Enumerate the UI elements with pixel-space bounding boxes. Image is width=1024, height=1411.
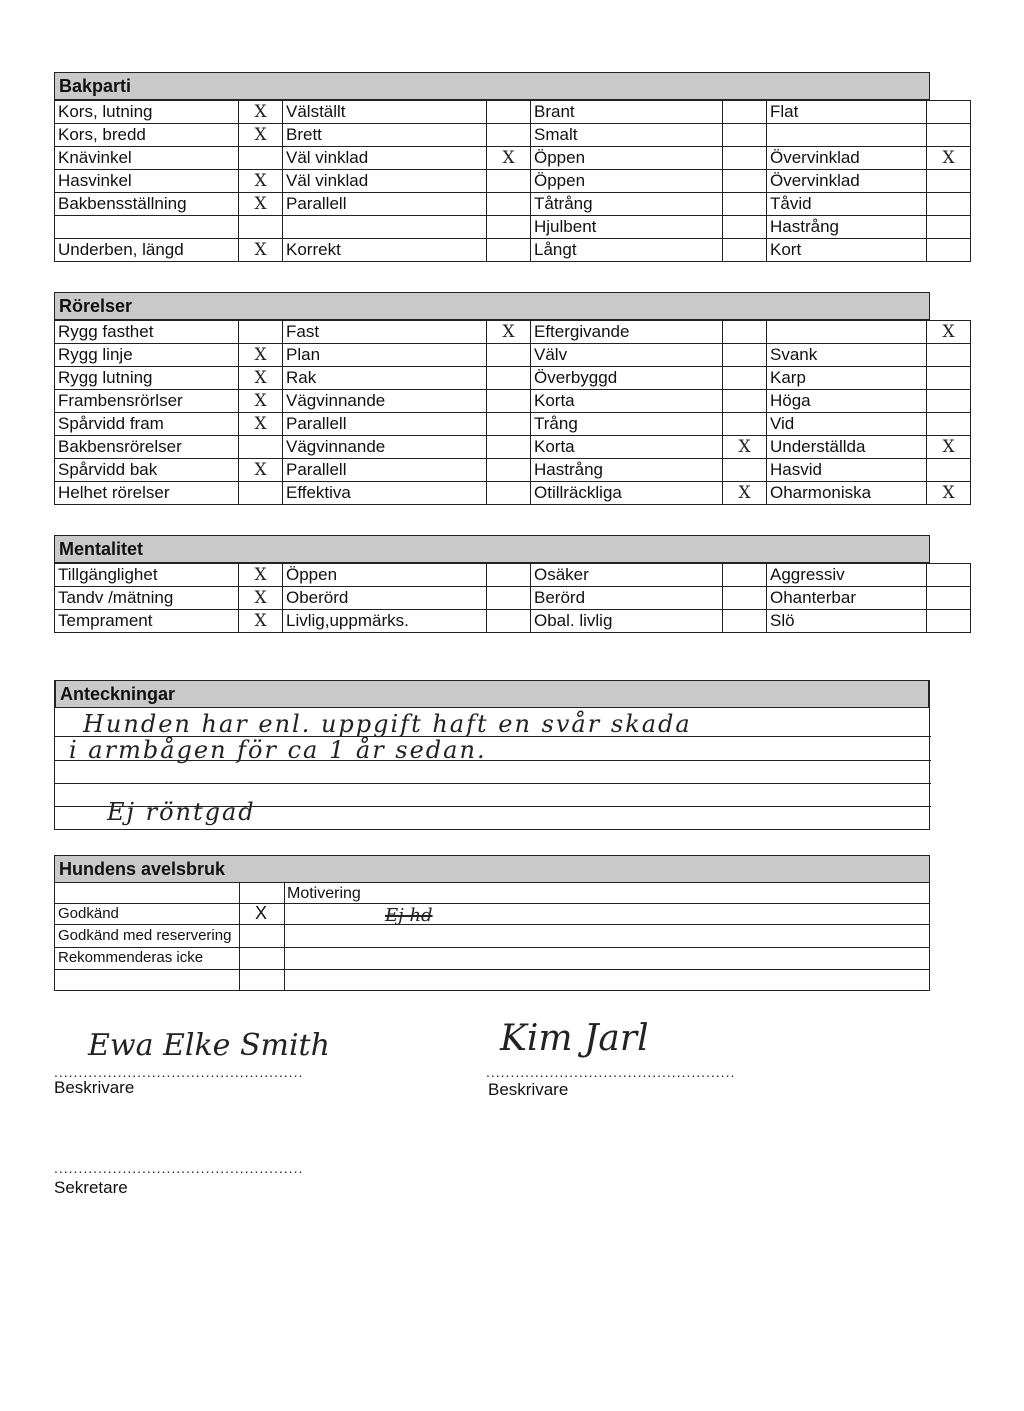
- avel-label: Rekommenderas icke: [58, 949, 204, 966]
- mark-cell: [927, 239, 971, 262]
- table-row: [55, 170, 971, 193]
- rorelser-table: [54, 320, 971, 505]
- mark-cell: [487, 610, 531, 633]
- mark-cell: [487, 170, 531, 193]
- option-cell: Fast: [283, 321, 487, 344]
- mark-cell: [927, 101, 971, 124]
- option-cell: Höga: [767, 390, 927, 413]
- row-label: Frambensrörlser: [55, 390, 239, 413]
- option-cell: Brant: [531, 101, 723, 124]
- option-cell: Obal. livlig: [531, 610, 723, 633]
- mark-cell: X: [239, 193, 283, 216]
- note-line: [55, 783, 931, 784]
- option-cell: Otillräckliga: [531, 482, 723, 505]
- section-rorelser: [54, 292, 955, 505]
- mark-cell: X: [239, 170, 283, 193]
- mark-column: [239, 883, 285, 991]
- table-row: [55, 564, 971, 587]
- option-cell: Slö: [767, 610, 927, 633]
- option-cell: Effektiva: [283, 482, 487, 505]
- option-cell: Väl vinklad: [283, 147, 487, 170]
- signature-label-left: Beskrivare: [54, 1078, 135, 1097]
- avel-label: Godkänd med reservering: [58, 927, 232, 944]
- section-title: Bakparti: [54, 72, 930, 100]
- row-divider: [55, 969, 929, 970]
- mark-cell: [487, 436, 531, 459]
- mark-cell: [723, 587, 767, 610]
- section-mentalitet: [54, 535, 930, 633]
- signature-right: Kim Jarl: [500, 1018, 649, 1059]
- mark-cell: [239, 321, 283, 344]
- mark-cell: X: [927, 321, 971, 344]
- option-cell: Öppen: [531, 170, 723, 193]
- mark-cell: [723, 564, 767, 587]
- table-row: [55, 436, 971, 459]
- option-cell: [767, 124, 927, 147]
- mark-cell: X: [487, 147, 531, 170]
- row-label: Rygg lutning: [55, 367, 239, 390]
- option-cell: Vid: [767, 413, 927, 436]
- row-label: [55, 216, 239, 239]
- row-divider: [55, 947, 929, 948]
- row-divider: [55, 903, 929, 904]
- row-label: Bakbensrörelser: [55, 436, 239, 459]
- mark-cell: [487, 482, 531, 505]
- row-label: Underben, längd: [55, 239, 239, 262]
- option-cell: Hastrång: [767, 216, 927, 239]
- option-cell: Smalt: [531, 124, 723, 147]
- mark-cell: X: [239, 239, 283, 262]
- mark-cell: [487, 587, 531, 610]
- option-cell: Livlig,uppmärks.: [283, 610, 487, 633]
- row-label: Helhet rörelser: [55, 482, 239, 505]
- option-cell: Överbyggd: [531, 367, 723, 390]
- mark-cell: [927, 367, 971, 390]
- mark-cell: [487, 193, 531, 216]
- mark-cell: [487, 216, 531, 239]
- mark-cell: [927, 344, 971, 367]
- table-row: [55, 390, 971, 413]
- option-cell: Öppen: [531, 147, 723, 170]
- option-cell: Väl vinklad: [283, 170, 487, 193]
- row-label: Temprament: [55, 610, 239, 633]
- signature-line-right: ...................................................: [486, 1064, 736, 1080]
- table-row: [55, 124, 971, 147]
- note-handwritten-2: i armbågen för ca 1 år sedan.: [69, 736, 487, 764]
- mark-cell: X: [239, 564, 283, 587]
- signature-line-secretary: ...................................................: [54, 1160, 304, 1176]
- row-label: Rygg linje: [55, 344, 239, 367]
- mark-cell: [927, 170, 971, 193]
- option-cell: Vägvinnande: [283, 436, 487, 459]
- mark-cell: X: [239, 610, 283, 633]
- option-cell: Flat: [767, 101, 927, 124]
- mark-cell: [487, 413, 531, 436]
- row-label: Kors, bredd: [55, 124, 239, 147]
- mark-cell: [239, 147, 283, 170]
- option-cell: Tåtrång: [531, 193, 723, 216]
- option-cell: Brett: [283, 124, 487, 147]
- signature-line-left: ...................................................: [54, 1064, 304, 1080]
- mark-cell: [723, 367, 767, 390]
- option-cell: Övervinklad: [767, 147, 927, 170]
- note-handwritten-3: Ej röntgad: [107, 798, 256, 826]
- row-divider: [55, 924, 929, 925]
- mark-cell: X: [239, 367, 283, 390]
- mark-cell: [723, 216, 767, 239]
- option-cell: Långt: [531, 239, 723, 262]
- option-cell: Svank: [767, 344, 927, 367]
- table-row: [55, 101, 971, 124]
- mark-cell: X: [239, 587, 283, 610]
- signature-left: Ewa Elke Smith: [88, 1028, 330, 1063]
- option-cell: Parallell: [283, 413, 487, 436]
- option-cell: Tåvid: [767, 193, 927, 216]
- option-cell: Ohanterbar: [767, 587, 927, 610]
- option-cell: [767, 321, 927, 344]
- section-title: Rörelser: [54, 292, 930, 320]
- mark-cell: [239, 216, 283, 239]
- row-label: Knävinkel: [55, 147, 239, 170]
- option-cell: Välställt: [283, 101, 487, 124]
- mentalitet-table: [54, 563, 971, 633]
- mark-cell: [723, 610, 767, 633]
- signature-label-right: Beskrivare: [488, 1080, 569, 1099]
- option-cell: Kort: [767, 239, 927, 262]
- option-cell: Parallell: [283, 459, 487, 482]
- table-row: [55, 321, 971, 344]
- mark-cell: X: [723, 436, 767, 459]
- option-cell: Hasvid: [767, 459, 927, 482]
- option-cell: Berörd: [531, 587, 723, 610]
- option-cell: [283, 216, 487, 239]
- section-anteckningar: [54, 680, 930, 830]
- mark-cell: [927, 216, 971, 239]
- section-title: Mentalitet: [54, 535, 930, 563]
- table-row: [55, 482, 971, 505]
- mark-cell: X: [239, 390, 283, 413]
- option-cell: Trång: [531, 413, 723, 436]
- table-row: [55, 344, 971, 367]
- table-row: [55, 587, 971, 610]
- mark-cell: [723, 124, 767, 147]
- mark-cell: [927, 124, 971, 147]
- row-label: Spårvidd bak: [55, 459, 239, 482]
- mark-cell: X: [239, 101, 283, 124]
- mark-cell: X: [239, 459, 283, 482]
- option-cell: Oharmoniska: [767, 482, 927, 505]
- struck-handwriting: Ej hd: [385, 905, 433, 926]
- table-row: [55, 610, 971, 633]
- mark-cell: X: [927, 436, 971, 459]
- mark-cell: X: [239, 344, 283, 367]
- mark-cell: [239, 436, 283, 459]
- table-row: [55, 216, 971, 239]
- mark-cell: [927, 390, 971, 413]
- mark-cell: [927, 610, 971, 633]
- row-label: Kors, lutning: [55, 101, 239, 124]
- option-cell: Karp: [767, 367, 927, 390]
- option-cell: Parallell: [283, 193, 487, 216]
- mark-cell: X: [927, 482, 971, 505]
- option-cell: Aggressiv: [767, 564, 927, 587]
- mark-cell: [487, 390, 531, 413]
- mark-cell: [927, 193, 971, 216]
- mark-cell: X: [239, 124, 283, 147]
- option-cell: Korrekt: [283, 239, 487, 262]
- option-cell: Underställda: [767, 436, 927, 459]
- option-cell: Oberörd: [283, 587, 487, 610]
- mark-cell: [487, 239, 531, 262]
- mark-cell: [723, 344, 767, 367]
- option-cell: Osäker: [531, 564, 723, 587]
- option-cell: Hastrång: [531, 459, 723, 482]
- motivering-label: Motivering: [287, 885, 361, 902]
- mark-cell: [723, 321, 767, 344]
- section-avelsbruk: [54, 855, 930, 991]
- mark-cell: [723, 459, 767, 482]
- mark-cell: [723, 390, 767, 413]
- option-cell: Korta: [531, 436, 723, 459]
- option-cell: Välv: [531, 344, 723, 367]
- table-row: [55, 193, 971, 216]
- mark-cell: [723, 193, 767, 216]
- mark-cell: [927, 564, 971, 587]
- bakparti-table: [54, 100, 971, 262]
- mark-cell: [723, 239, 767, 262]
- mark-cell: [723, 101, 767, 124]
- table-row: [55, 367, 971, 390]
- mark-cell: [487, 564, 531, 587]
- option-cell: Öppen: [283, 564, 487, 587]
- table-row: [55, 147, 971, 170]
- mark-cell: X: [927, 147, 971, 170]
- mark-cell: [239, 482, 283, 505]
- signature-label-secretary: Sekretare: [54, 1178, 128, 1197]
- option-cell: Eftergivande: [531, 321, 723, 344]
- mark-cell: [487, 367, 531, 390]
- mark-cell: [723, 147, 767, 170]
- table-row: [55, 239, 971, 262]
- avel-label: Godkänd: [58, 905, 119, 922]
- mark-cell: [487, 344, 531, 367]
- option-cell: Korta: [531, 390, 723, 413]
- mark-cell: [723, 170, 767, 193]
- section-title: Anteckningar: [55, 680, 929, 708]
- option-cell: Hjulbent: [531, 216, 723, 239]
- option-cell: Rak: [283, 367, 487, 390]
- mark-cell: [487, 124, 531, 147]
- avelsbruk-box: [54, 883, 930, 991]
- row-label: Tandv /mätning: [55, 587, 239, 610]
- row-label: Bakbensställning: [55, 193, 239, 216]
- row-label: Rygg fasthet: [55, 321, 239, 344]
- mark-cell: X: [723, 482, 767, 505]
- option-cell: Plan: [283, 344, 487, 367]
- row-label: Hasvinkel: [55, 170, 239, 193]
- row-label: Spårvidd fram: [55, 413, 239, 436]
- row-label: Tillgänglighet: [55, 564, 239, 587]
- mark-cell: X: [239, 413, 283, 436]
- avel-mark: X: [255, 903, 268, 923]
- note-handwritten-1: Hunden har enl. uppgift haft en svår skada: [83, 710, 692, 738]
- option-cell: Vägvinnande: [283, 390, 487, 413]
- mark-cell: X: [487, 321, 531, 344]
- mark-cell: [927, 587, 971, 610]
- option-cell: Övervinklad: [767, 170, 927, 193]
- mark-cell: [487, 459, 531, 482]
- table-row: [55, 413, 971, 436]
- section-bakparti: [54, 72, 955, 262]
- mark-cell: [927, 459, 971, 482]
- mark-cell: [927, 413, 971, 436]
- mark-cell: [487, 101, 531, 124]
- mark-cell: [723, 413, 767, 436]
- section-title: Hundens avelsbruk: [54, 855, 930, 883]
- table-row: [55, 459, 971, 482]
